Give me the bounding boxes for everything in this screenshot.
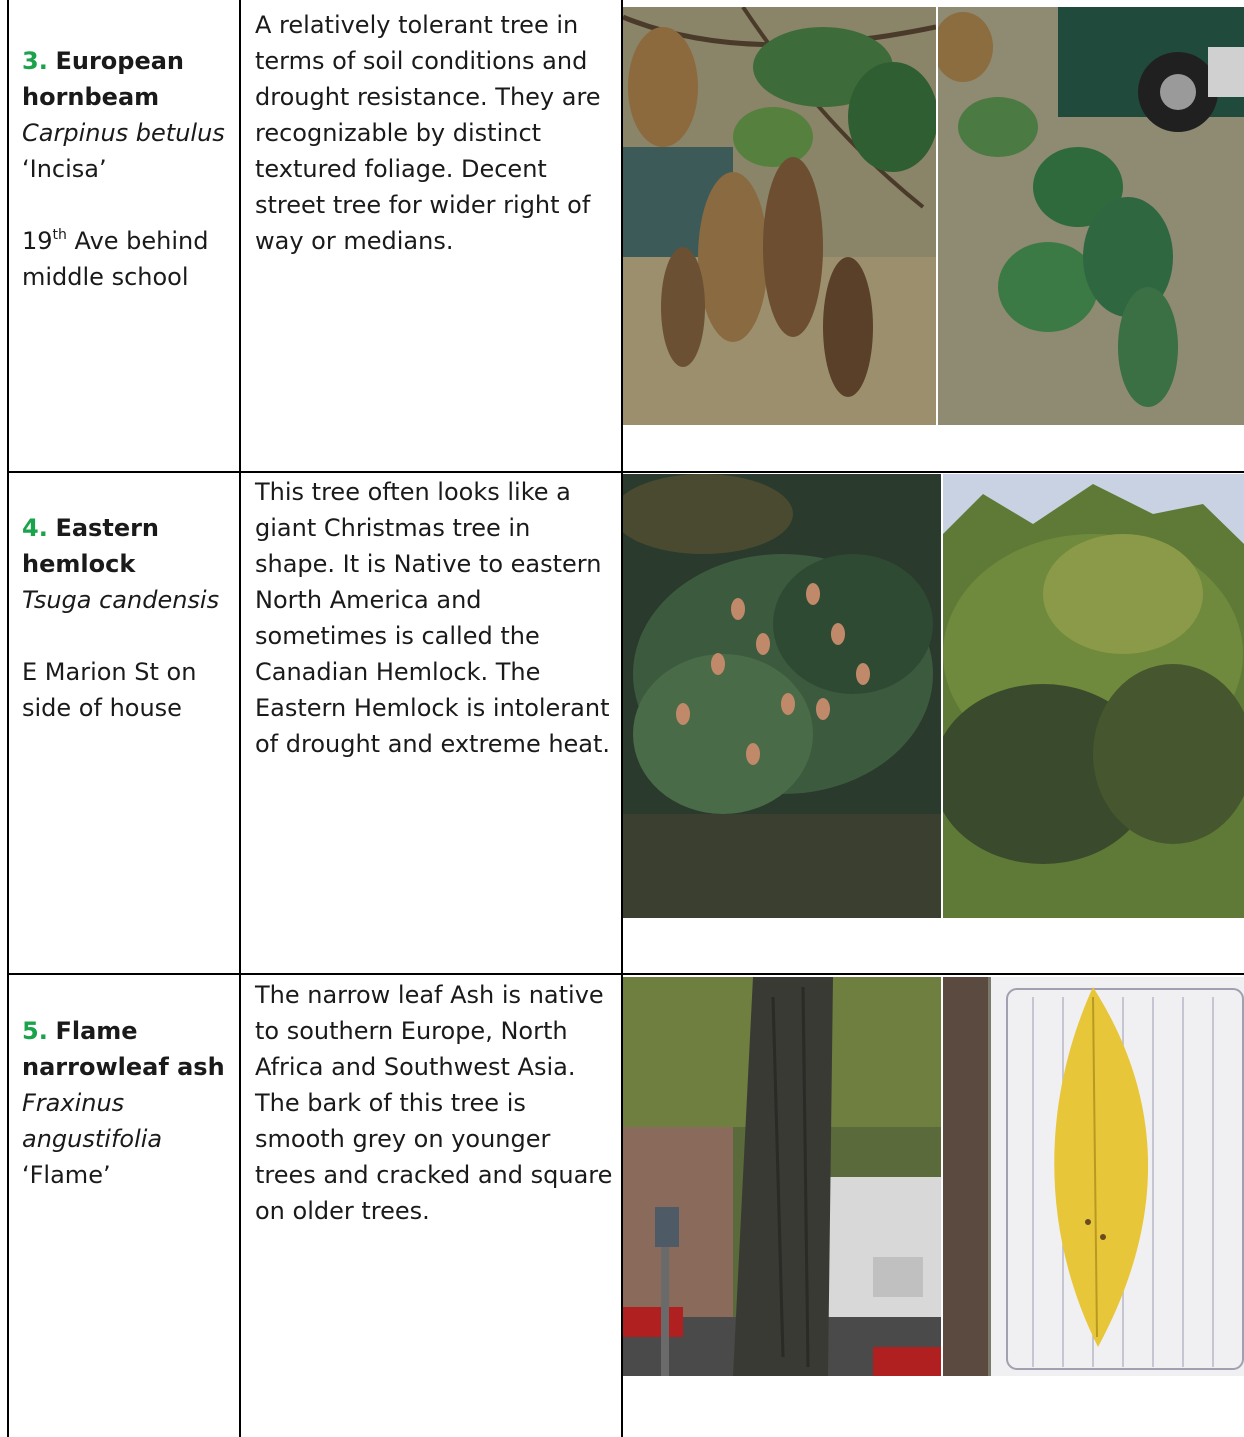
hornbeam-leaves-photo — [938, 7, 1244, 425]
table-row — [22, 1013, 237, 1193]
tree-number: 4. — [22, 514, 48, 542]
tree-common-name: narrowleaf ash — [22, 1053, 225, 1081]
tree-cultivar: ‘Incisa’ — [22, 155, 107, 183]
tree-number: 3. — [22, 47, 48, 75]
row-divider — [7, 973, 1244, 975]
tree-description: A relatively tolerant tree in terms of soil conditions and drought resistance. They are recognizable by distinct textured foliage. Decent street tree for wider right of way or medians. — [255, 11, 601, 255]
hemlock-cones-photo — [623, 474, 941, 918]
tree-number: 5. — [22, 1017, 48, 1045]
tree-latin-name: angustifolia — [22, 1125, 163, 1153]
ash-leaf-on-paper-photo — [943, 977, 1244, 1376]
tree-common-name: Flame — [55, 1017, 138, 1045]
hemlock-canopy-photo — [943, 474, 1244, 918]
tree-location: side of house — [22, 694, 182, 722]
tree-latin-name: Tsuga candensis — [22, 586, 220, 614]
tree-common-name: hemlock — [22, 550, 136, 578]
tree-location: E Marion St on — [22, 658, 197, 686]
tree-latin-name: Carpinus betulus — [22, 119, 225, 147]
tree-location: 19th Ave behind — [22, 227, 209, 255]
tree-common-name: hornbeam — [22, 83, 160, 111]
tree-description: This tree often looks like a giant Christmas tree in shape. It is Native to eastern North America and sometimes is called the Canadian Hemlock. The Eastern Hemlock is intolerant of drought and extreme heat. — [255, 478, 611, 758]
tree-name — [22, 510, 237, 546]
tree-name — [22, 1013, 237, 1049]
tree-common-name: Eastern — [55, 514, 160, 542]
ash-trunk-photo — [623, 977, 941, 1376]
tree-cultivar: ‘Flame’ — [22, 1161, 111, 1189]
row-divider — [7, 471, 1244, 473]
table-border-left — [7, 0, 9, 1437]
tree-common-name: European — [55, 47, 185, 75]
tree-location: middle school — [22, 263, 189, 291]
tree-latin-name: Fraxinus — [22, 1089, 125, 1117]
hornbeam-seed-clusters-photo — [623, 7, 936, 425]
table-row — [22, 510, 237, 726]
table-row — [22, 43, 237, 295]
tree-name — [22, 43, 237, 79]
tree-description: The narrow leaf Ash is native to southern Europe, North Africa and Southwest Asia. The bark of this tree is smooth grey on younger trees and cracked and square on older trees. — [255, 981, 613, 1225]
table-border-col1 — [239, 0, 241, 1437]
